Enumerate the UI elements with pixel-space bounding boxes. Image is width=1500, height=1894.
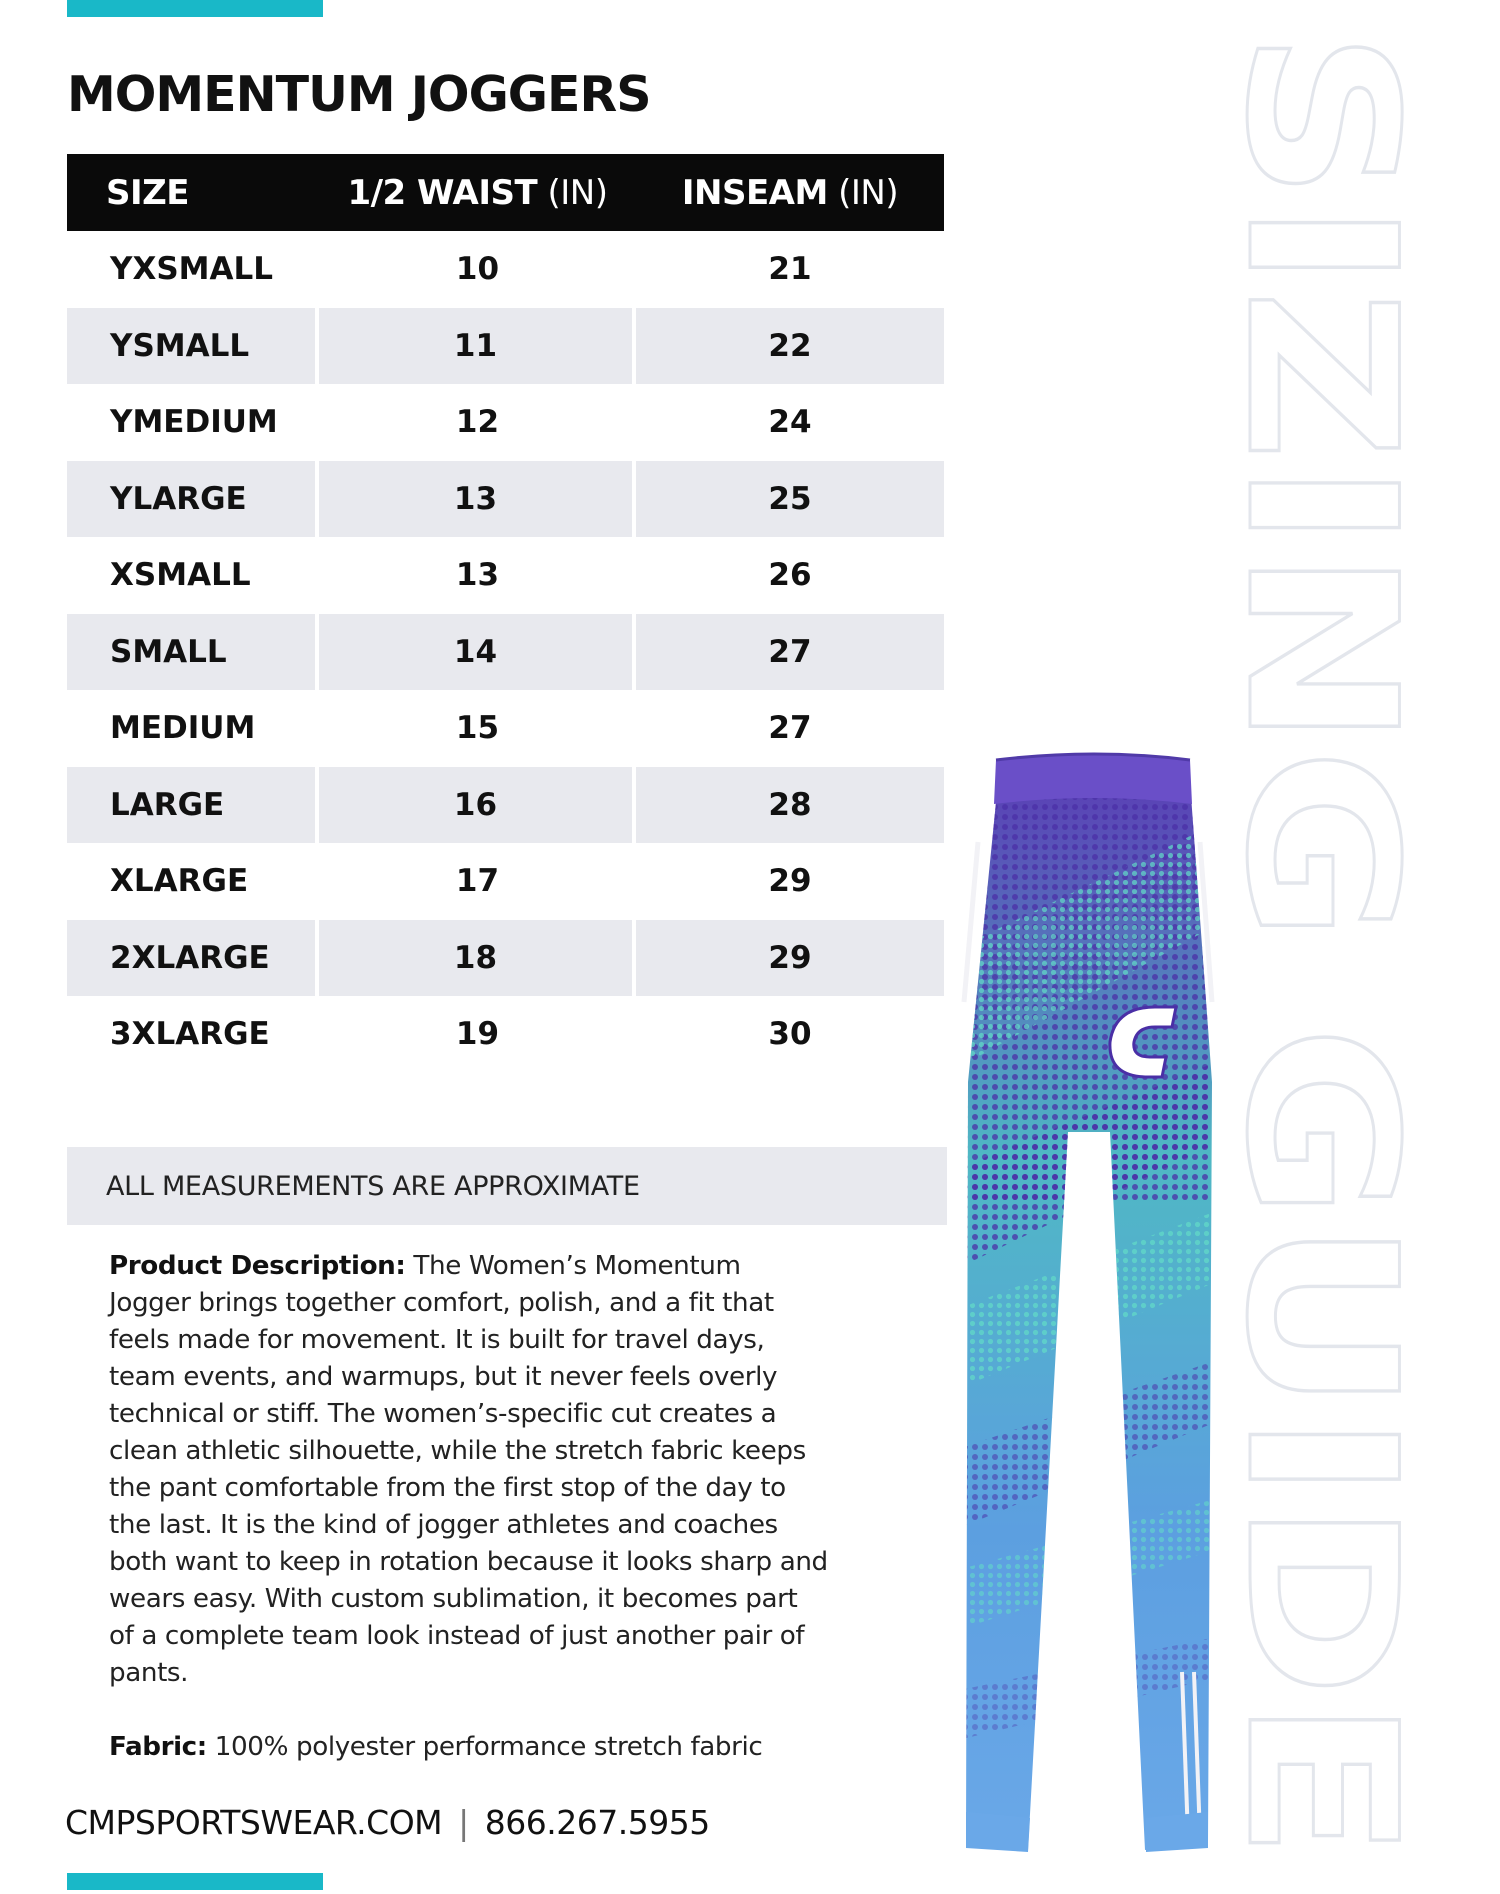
size-chart-table xyxy=(67,154,944,1073)
header-waist-label: 1/2 WAIST xyxy=(347,172,538,213)
cell-waist: 14 xyxy=(319,614,632,691)
description-label: Product Description: xyxy=(109,1251,406,1281)
table-row xyxy=(67,384,944,461)
product-description xyxy=(109,1248,829,1692)
watermark-text: SIZING GUIDE xyxy=(1201,30,1439,1612)
table-row xyxy=(67,996,944,1073)
sizing-guide-watermark xyxy=(1201,0,1500,1890)
cell-waist: 13 xyxy=(319,461,632,538)
cell-inseam: 26 xyxy=(768,557,812,594)
cell-size: YXSMALL xyxy=(110,251,274,288)
jogger-pants-svg xyxy=(950,752,1240,1862)
description-text: The Women’s Momentum Jogger brings together comfort, polish, and a fit that feels made for movement. It is built for travel days, team events, and warmups, but it never feels overly technical or stiff. The women’s-specific cut creates a clean athletic silhouette, while the stretch fabric keeps the pant comfortable from the first stop of the day to the last. It is the kind of jogger athletes and coaches both want to keep in rotation because it looks sharp and wears easy. With custom sublimation, it becomes part of a complete team look instead of just another pair of pants. xyxy=(109,1251,828,1688)
cell-inseam: 25 xyxy=(636,461,944,538)
fabric-info xyxy=(109,1729,829,1766)
cell-inseam: 29 xyxy=(768,863,812,900)
cell-size: MEDIUM xyxy=(110,710,256,747)
left-pocket-zipper xyxy=(964,842,978,1002)
page-title: MOMENTUM JOGGERS xyxy=(67,66,651,123)
cell-waist: 15 xyxy=(455,710,500,747)
cell-inseam: 24 xyxy=(768,404,812,441)
cell-inseam: 21 xyxy=(768,251,812,288)
cell-waist: 16 xyxy=(319,767,632,844)
cell-inseam: 28 xyxy=(636,767,944,844)
table-row xyxy=(67,614,944,691)
cell-size: YLARGE xyxy=(67,461,315,538)
cell-size: YMEDIUM xyxy=(110,404,278,441)
table-body xyxy=(67,231,944,1073)
table-row xyxy=(67,537,944,614)
cell-inseam: 30 xyxy=(768,1016,812,1053)
cell-waist: 10 xyxy=(455,251,500,288)
pants-body xyxy=(950,782,1240,1850)
cell-waist: 19 xyxy=(455,1016,500,1053)
cell-waist: 17 xyxy=(455,863,500,900)
cell-inseam: 27 xyxy=(768,710,812,747)
cell-size: 2XLARGE xyxy=(67,920,315,997)
sizing-guide-watermark-svg xyxy=(1201,0,1500,1890)
cell-inseam: 22 xyxy=(636,308,944,385)
jogger-pants-image xyxy=(950,752,1240,1862)
cell-waist: 12 xyxy=(455,404,500,441)
header-waist-unit: (IN) xyxy=(547,172,608,213)
cell-waist: 13 xyxy=(455,557,500,594)
table-row xyxy=(67,920,944,997)
measurement-note: ALL MEASUREMENTS ARE APPROXIMATE xyxy=(67,1147,947,1225)
cell-size: LARGE xyxy=(67,767,315,844)
left-cuff xyxy=(966,1812,1030,1852)
accent-bar-top xyxy=(67,0,323,17)
table-row xyxy=(67,231,944,308)
fabric-text: 100% polyester performance stretch fabric xyxy=(206,1732,763,1762)
cell-size: XLARGE xyxy=(110,863,249,900)
accent-bar-bottom xyxy=(67,1873,323,1890)
cell-size: SMALL xyxy=(67,614,315,691)
cell-inseam: 29 xyxy=(636,920,944,997)
footer-separator: | xyxy=(458,1803,469,1842)
cell-size: 3XLARGE xyxy=(110,1016,270,1053)
cell-inseam: 27 xyxy=(636,614,944,691)
table-row xyxy=(67,767,944,844)
cell-waist: 18 xyxy=(319,920,632,997)
cell-size: YSMALL xyxy=(67,308,315,385)
header-inseam-label: INSEAM xyxy=(681,172,828,213)
header-waist xyxy=(319,173,636,213)
header-size: SIZE xyxy=(106,172,190,213)
header-inseam xyxy=(636,173,944,213)
header-inseam-unit: (IN) xyxy=(838,172,899,213)
footer-contact xyxy=(65,1803,710,1842)
table-row xyxy=(67,690,944,767)
table-row xyxy=(67,843,944,920)
cell-size: XSMALL xyxy=(110,557,251,594)
website-link[interactable]: CMPSPORTSWEAR.COM xyxy=(65,1803,443,1842)
waistband xyxy=(994,754,1192,804)
table-row xyxy=(67,461,944,538)
right-cuff xyxy=(1146,1812,1208,1852)
phone-number[interactable]: 866.267.5955 xyxy=(484,1803,710,1842)
fabric-label: Fabric: xyxy=(109,1732,207,1762)
table-row xyxy=(67,308,944,385)
cell-waist: 11 xyxy=(319,308,632,385)
table-header xyxy=(67,154,944,231)
